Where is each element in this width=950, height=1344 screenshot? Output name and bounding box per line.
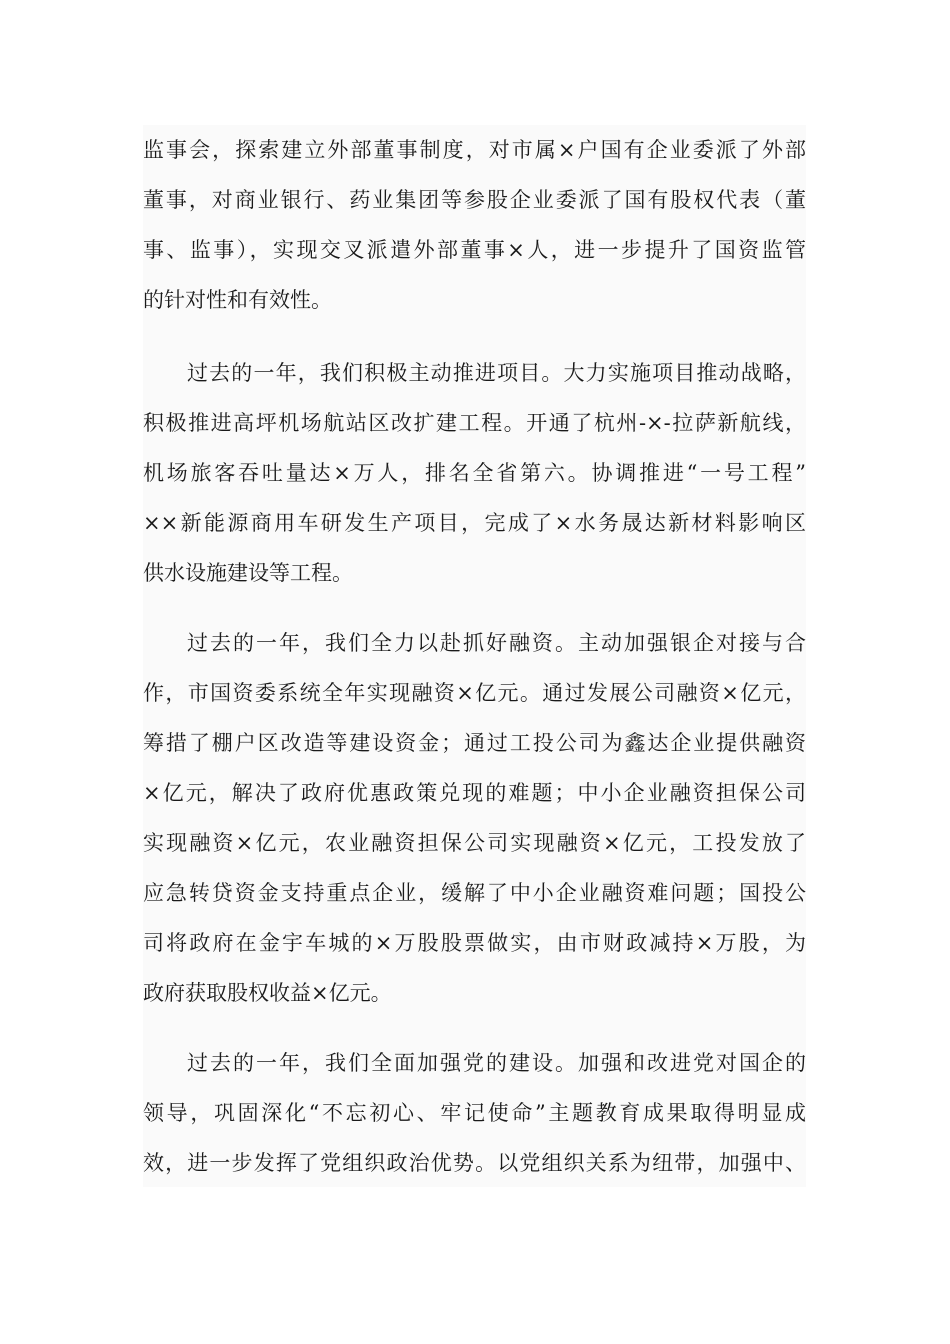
text-line: 机场旅客吞吐量达×万人，排名全省第六。协调推进“一号工程” — [143, 461, 806, 485]
paragraph-projects — [143, 348, 806, 598]
text-line: 政府获取股权收益×亿元。 — [143, 981, 392, 1005]
text-line: 司将政府在金宇车城的×万股股票做实，由市财政减持×万股，为 — [143, 931, 806, 955]
text-line: 的针对性和有效性。 — [143, 288, 332, 312]
text-line: 筹措了棚户区改造等建设资金；通过工投公司为鑫达企业提供融资 — [143, 731, 806, 755]
paragraph-party-building — [143, 1038, 806, 1188]
text-line: ×亿元，解决了政府优惠政策兑现的难题；中小企业融资担保公司 — [143, 781, 806, 805]
paragraph-financing — [143, 618, 806, 1018]
text-line: ××新能源商用车研发生产项目，完成了×水务晟达新材料影响区 — [143, 511, 806, 535]
text-line: 应急转贷资金支持重点企业，缓解了中小企业融资难问题；国投公 — [143, 881, 806, 905]
document-text-block — [143, 125, 806, 1187]
paragraph-supervision — [143, 125, 806, 325]
text-line: 实现融资×亿元，农业融资担保公司实现融资×亿元，工投发放了 — [143, 831, 806, 855]
text-line: 领导，巩固深化“不忘初心、牢记使命”主题教育成果取得明显成 — [143, 1101, 806, 1125]
text-line: 过去的一年，我们全面加强党的建设。加强和改进党对国企的 — [187, 1051, 806, 1075]
text-line: 监事会，探索建立外部董事制度，对市属×户国有企业委派了外部 — [143, 138, 806, 162]
text-line: 董事，对商业银行、药业集团等参股企业委派了国有股权代表（董 — [143, 188, 806, 212]
text-line: 作，市国资委系统全年实现融资×亿元。通过发展公司融资×亿元， — [143, 681, 806, 705]
text-line: 过去的一年，我们全力以赴抓好融资。主动加强银企对接与合 — [187, 631, 806, 655]
text-line: 积极推进高坪机场航站区改扩建工程。开通了杭州-×-拉萨新航线， — [143, 411, 806, 435]
text-line: 供水设施建设等工程。 — [143, 561, 353, 585]
text-line: 事、监事），实现交叉派遣外部董事×人，进一步提升了国资监管 — [143, 238, 806, 262]
text-line: 过去的一年，我们积极主动推进项目。大力实施项目推动战略， — [187, 361, 806, 385]
text-line: 效，进一步发挥了党组织政治优势。以党组织关系为纽带，加强中、 — [143, 1151, 806, 1175]
